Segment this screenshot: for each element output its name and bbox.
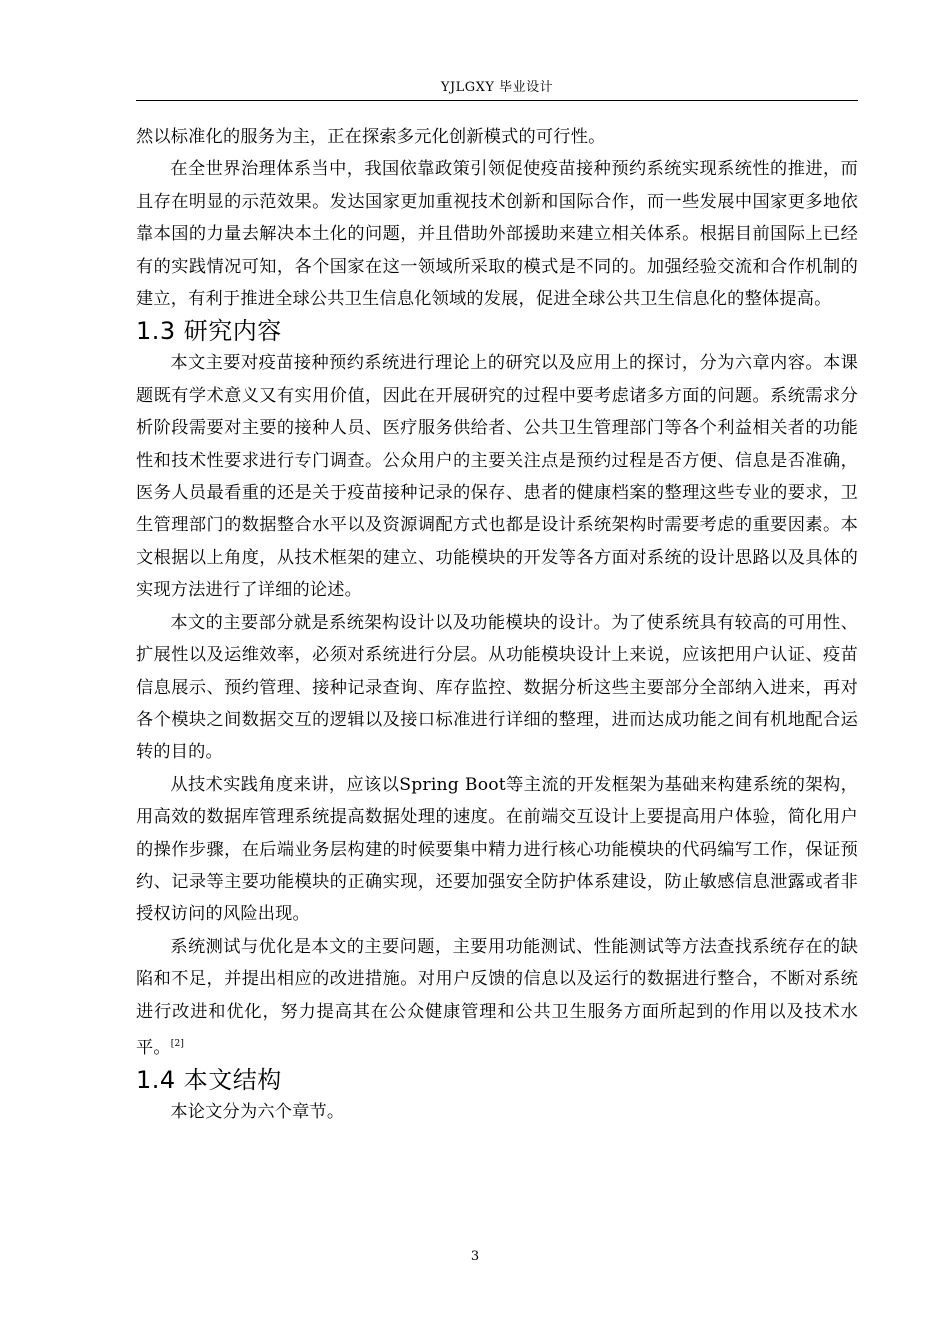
page-number: 3 <box>470 1249 480 1264</box>
paragraph: 本论文分为六个章节。 <box>170 1102 345 1123</box>
section-heading-1-3: 1.3 研究内容 <box>136 317 282 346</box>
citation-reference[interactable]: [2] <box>170 1038 185 1049</box>
paragraph: 本文主要对疫苗接种预约系统进行理论上的研究以及应用上的探讨，分为六章内容。本课题既有学术意义又有实用价值，因此在开展研究的过程中要考虑诸多方面的问题。系统需求分析阶段需要对主要的接种人员、医疗服务供给者、公共卫生管理部门等各个利益相关者的功能性和技术性要求进行专门调查。公众用户的主要关注点是预约过程是否方便、信息是否准确，医务人员最看重的还是关于疫苗接种记录的保存、患者的健康档案的整理这些专业的要求，卫生管理部门的数据整合水平以及资源调配方式也都是设计系统架构时需要考虑的重要因素。本文根据以上角度，从技术框架的建立、功能模块的开发等各方面对系统的设计思路以及具体的实现方法进行了详细的论述。 <box>136 353 858 601</box>
paragraph-with-citation <box>136 931 858 1065</box>
paragraph-continuation: 然以标准化的服务为主，正在探索多元化创新模式的可行性。 <box>136 127 606 147</box>
document-body <box>136 121 858 1129</box>
paragraph-text: 系统测试与优化是本文的主要问题，主要用功能测试、性能测试等方法查找系统存在的缺陷和不足，并提出相应的改进措施。对用户反馈的信息以及运行的数据进行整合，不断对系统进行改进和优化，努力提高其在公众健康管理和公共卫生服务方面所起到的作用以及技术水平。 <box>136 936 858 1058</box>
paragraph: 本文的主要部分就是系统架构设计以及功能模块的设计。为了使系统具有较高的可用性、扩展性以及运维效率，必须对系统进行分层。从功能模块设计上来说，应该把用户认证、疫苗信息展示、预约管理、接种记录查询、库存监控、数据分析这些主要部分全部纳入进来，再对各个模块之间数据交互的逻辑以及接口标准进行详细的整理，进而达成功能之间有机地配合运转的目的。 <box>136 612 858 763</box>
header-divider <box>136 100 858 101</box>
paragraph: 在全世界治理体系当中，我国依靠政策引领促使疫苗接种预约系统实现系统性的推进，而且存在明显的示范效果。发达国家更加重视技术创新和国际合作，而一些发展中国家更多地依靠本国的力量去解决本土化的问题，并且借助外部援助来建立相关体系。根据目前国际上已经有的实践情况可知，各个国家在这一领域所采取的模式是不同的。加强经验交流和合作机制的建立，有利于推进全球公共卫生信息化领域的发展，促进全球公共卫生信息化的整体提高。 <box>136 159 858 310</box>
section-heading-1-4: 1.4 本文结构 <box>136 1066 282 1095</box>
page-header: YJLGXY 毕业设计 <box>440 80 554 95</box>
paragraph: 从技术实践角度来讲，应该以Spring Boot等主流的开发框架为基础来构建系统的架构，用高效的数据库管理系统提高数据处理的速度。在前端交互设计上要提高用户体验，简化用户的操作步骤，在后端业务层构建的时候要集中精力进行核心功能模块的代码编写工作，保证预约、记录等主要功能模块的正确实现，还要加强安全防护体系建设，防止敏感信息泄露或者非授权访问的风险出现。 <box>136 774 858 925</box>
